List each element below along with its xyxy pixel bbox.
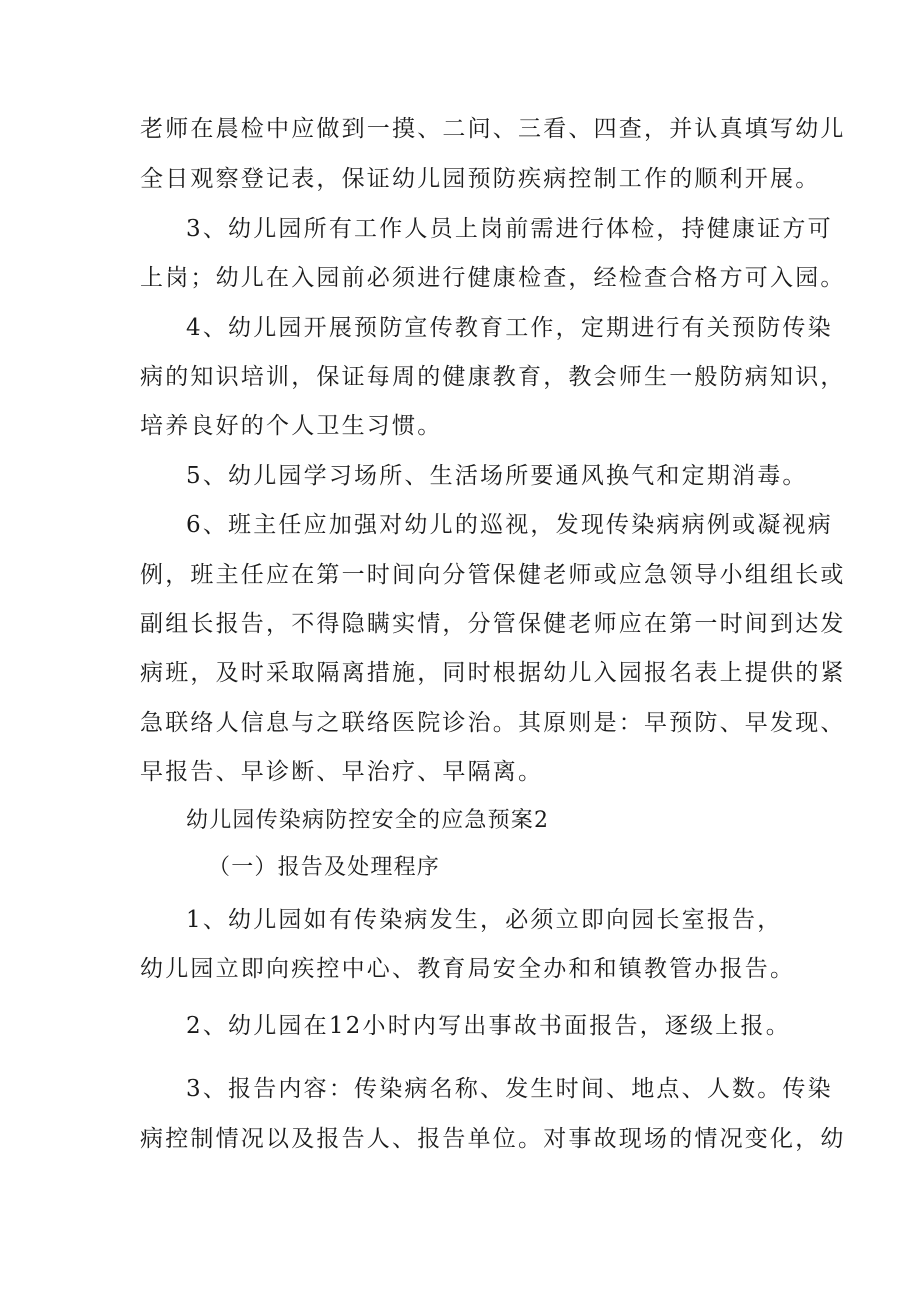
paragraph-4-start: 4、幼儿园开展预防宣传教育工作，定期进行有关预防传染 xyxy=(186,315,833,341)
body-line: 早报告、早诊断、早治疗、早隔离。 xyxy=(140,759,544,785)
paragraph-3-start: 3、幼儿园所有工作人员上岗前需进行体检，持健康证方可 xyxy=(186,216,833,242)
body-line: 全日观察登记表，保证幼儿园预防疾病控制工作的顺利开展。 xyxy=(140,166,821,192)
section-heading: 幼儿园传染病防控安全的应急预案2 xyxy=(186,808,550,833)
body-line: 例，班主任应在第一时间向分管保健老师或应急领导小组组长或 xyxy=(140,562,846,588)
body-line: 副组长报告，不得隐瞒实情，分管保健老师应在第一时间到达发 xyxy=(140,611,846,637)
paragraph-5: 5、幼儿园学习场所、生活场所要通风换气和定期消毒。 xyxy=(186,463,808,489)
body-line: 老师在晨检中应做到一摸、二问、三看、四查，并认真填写幼儿 xyxy=(140,116,846,142)
body-line: 培养良好的个人卫生习惯。 xyxy=(140,413,443,439)
body-line: 上岗；幼儿在入园前必须进行健康检查，经检查合格方可入园。 xyxy=(140,265,846,291)
body-line: 病班，及时采取隔离措施，同时根据幼儿入园报名表上提供的紧 xyxy=(140,660,846,686)
body-line: 病控制情况以及报告人、报告单位。对事故现场的情况变化，幼 xyxy=(140,1126,846,1152)
paragraph-6-start: 6、班主任应加强对幼儿的巡视，发现传染病病例或凝视病 xyxy=(186,512,833,538)
body-line: 急联络人信息与之联络医院诊治。其原则是：早预防、早发现、 xyxy=(140,710,846,736)
report-item-3: 3、报告内容：传染病名称、发生时间、地点、人数。传染 xyxy=(186,1076,833,1102)
body-line: 幼儿园立即向疾控中心、教育局安全办和和镇教管办报告。 xyxy=(140,956,796,982)
subsection-heading: （一）报告及处理程序 xyxy=(208,855,441,880)
report-item-1: 1、幼儿园如有传染病发生，必须立即向园长室报告， xyxy=(186,907,783,933)
body-line: 病的知识培训，保证每周的健康教育，教会师生一般防病知识， xyxy=(140,364,846,390)
report-item-2: 2、幼儿园在12小时内写出事故书面报告，逐级上报。 xyxy=(186,1013,791,1039)
